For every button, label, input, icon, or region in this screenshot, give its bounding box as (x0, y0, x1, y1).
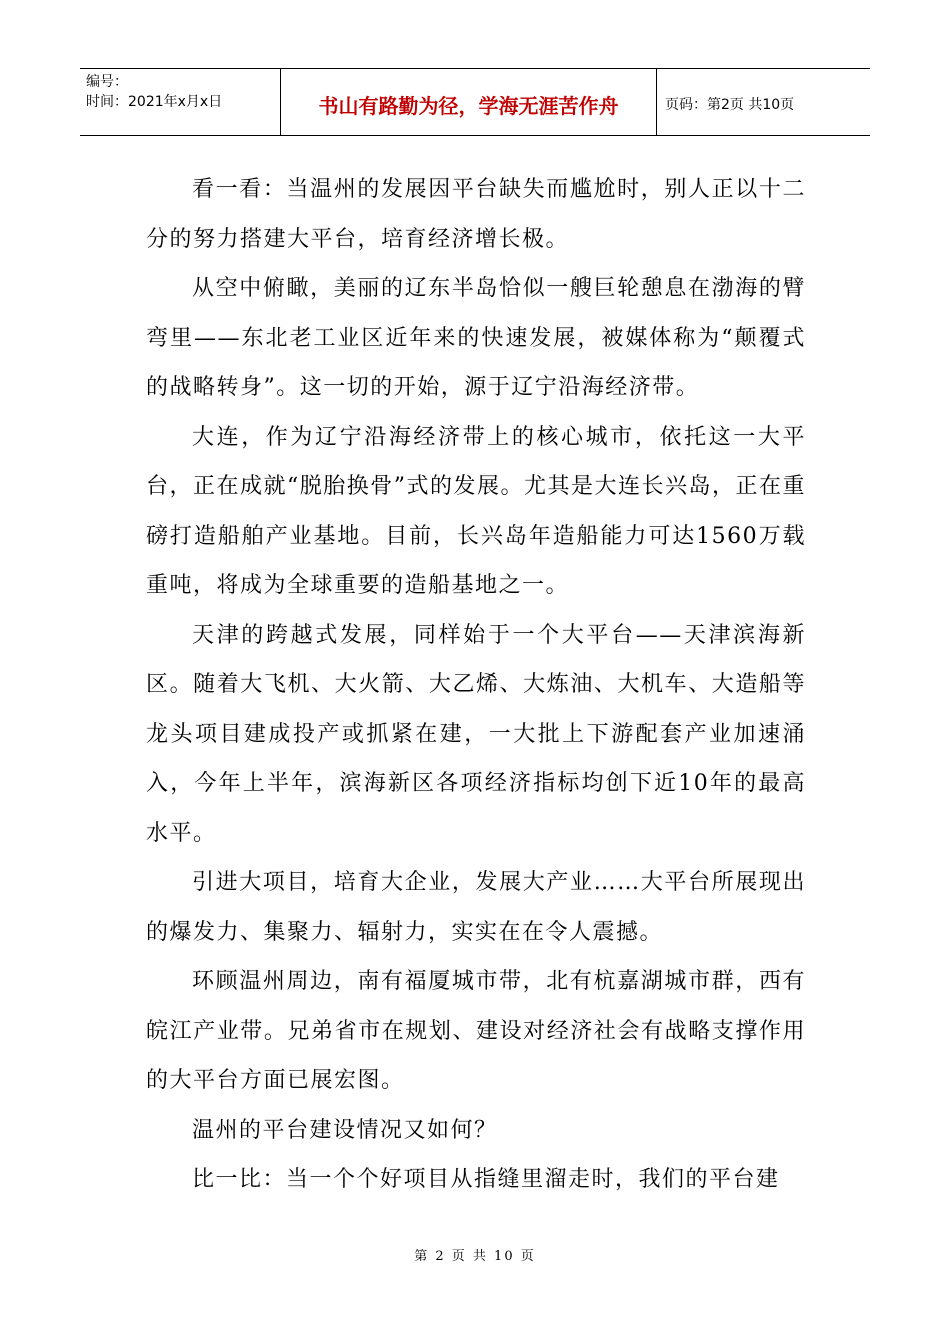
page-footer: 第 2 页 共 10 页 (414, 1249, 536, 1264)
document-number-label: 编号： (86, 74, 128, 90)
paragraph: 比一比：当一个个好项目从指缝里溜走时，我们的平台建 (192, 1167, 780, 1192)
header-page-info: 页码：第2页 共10页 (665, 97, 795, 113)
document-body (146, 165, 806, 1205)
paragraph: 看一看：当温州的发展因平台缺失而尴尬时，别人正以十二分的努力搭建大平台，培育经济增长极。 (146, 177, 806, 252)
paragraph: 大连，作为辽宁沿海经济带上的核心城市，依托这一大平台，正在成就“脱胎换骨”式的发展。尤其是大连长兴岛，正在重磅打造船舶产业基地。目前，长兴岛年造船能力可达1560万载重吨，将成为全球重要的造船基地之一。 (146, 424, 806, 598)
header-meta (80, 69, 281, 135)
paragraph: 从空中俯瞰，美丽的辽东半岛恰似一艘巨轮憩息在渤海的臂弯里——东北老工业区近年来的快速发展，被媒体称为“颠覆式的战略转身”。这一切的开始，源于辽宁沿海经济带。 (146, 276, 806, 400)
paragraph: 温州的平台建设情况又如何？ (192, 1117, 498, 1143)
paragraph: 引进大项目，培育大企业，发展大产业……大平台所展现出的爆发力、集聚力、辐射力，实实在在令人震撼。 (146, 870, 806, 945)
header-motto: 书山有路勤为径，学海无涯苦作舟 (281, 69, 657, 135)
paragraph: 天津的跨越式发展，同样始于一个大平台——天津滨海新区。随着大飞机、大火箭、大乙烯、大炼油、大机车、大造船等龙头项目建成投产或抓紧在建，一大批上下游配套产业加速涌入，今年上半年，滨海新区各项经济指标均创下近10年的最高水平。 (146, 622, 806, 846)
document-time: 时间：2021年x月x日 (86, 94, 223, 110)
page-header (80, 68, 870, 136)
paragraph: 环顾温州周边，南有福厦城市带，北有杭嘉湖城市群，西有皖江产业带。兄弟省市在规划、建设对经济社会有战略支撑作用的大平台方面已展宏图。 (146, 969, 806, 1093)
